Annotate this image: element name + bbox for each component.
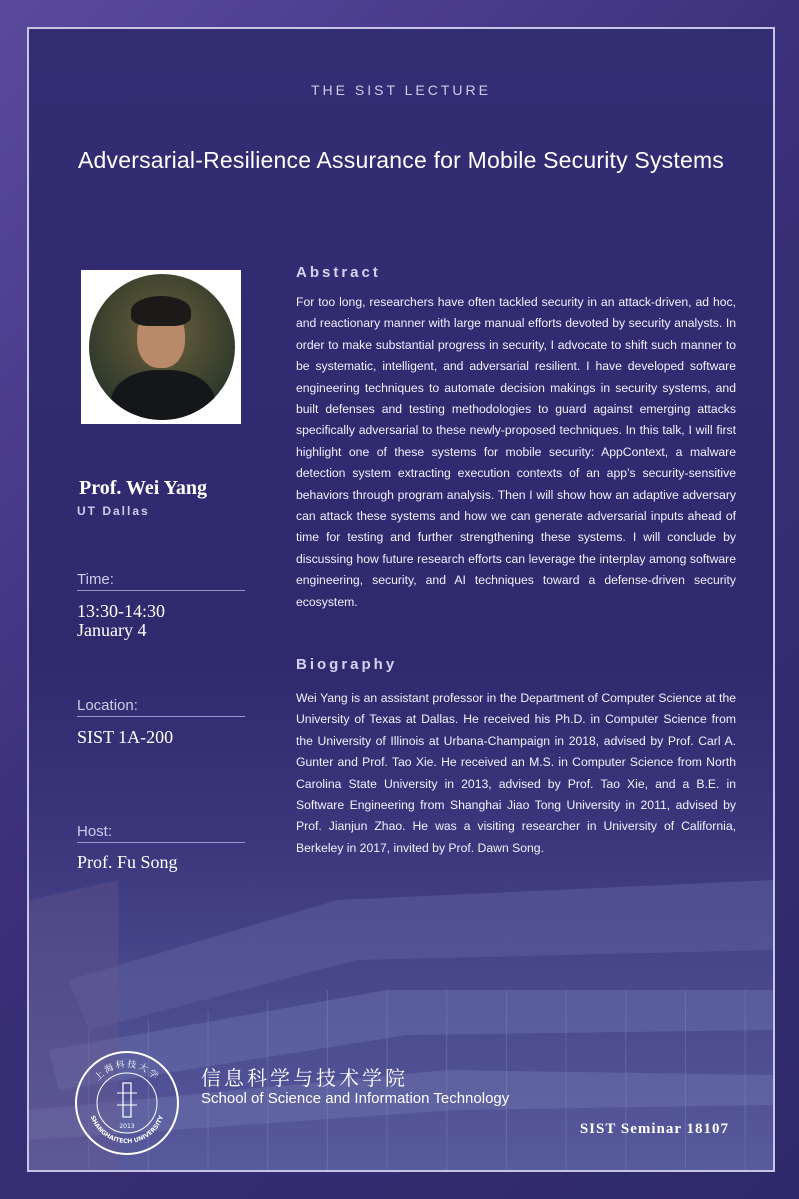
host-value: Prof. Fu Song [77,852,178,872]
biography-heading: Biography [296,656,398,673]
speaker-photo [81,270,241,424]
logo-text-cn: 上海科技大学 [93,1059,161,1084]
avatar [89,274,235,420]
time-value: 13:30-14:30 [77,601,165,621]
school-name-en: School of Science and Information Technology [201,1090,510,1107]
location-value: SIST 1A-200 [77,727,174,747]
logo-year: 2013 [119,1123,135,1130]
speaker-name: Prof. Wei Yang [79,477,207,499]
university-logo [75,1051,179,1155]
biography-text: Wei Yang is an assistant professor in the Department of Computer Science at the University of Texas at Dallas. He received his Ph.D. in Computer Science from the University of Illinois at Urbana-Champaign in 2018, advised by Prof. Carl A. Gunter and Prof. Tao Xie. He received an M.S. in Computer Science from North Carolina State University in 2013, advised by Prof. Tao Xie, and a B.E. in Software Engineering from Shanghai Jiao Tong University in 2011, advised by Prof. Jianjun Zhao. He was a visiting researcher in University of California, Berkeley in 2017, invited by Prof. Dawn Song. [296,691,736,855]
svg-text:上海科技大学 [92,1058,162,1083]
speaker-affiliation: UT Dallas [77,504,150,518]
lecture-series-label: THE SIST LECTURE [311,82,491,98]
abstract-heading: Abstract [296,264,381,281]
poster-frame [27,27,775,1172]
time-label: Time: [77,571,245,591]
location-label: Location: [77,697,245,717]
date-value: January 4 [77,620,147,640]
logo-text-en: SHANGHAITECH UNIVERSITY [88,1114,166,1146]
host-label: Host: [77,823,245,843]
seminar-id: SIST Seminar 18107 [579,1121,729,1137]
abstract-text: For too long, researchers have often tackled security in an attack-driven, ad hoc, and reactionary manner with large manual efforts devoted by security analysts. In order to make substantial progress in security, I advocate to shift such manner to be systematic, intelligent, and adversarial resilient. I have developed software engineering techniques to automate decision makings in security systems, and built defenses and testing methodologies to guard against emerging attacks specifically adversarial to these newly-proposed techniques. In this talk, I will first highlight one of these systems for mobile security: AppContext, a malware detection system extracting execution contexts of an app’s security-sensitive behaviors through program analysis. Then I will show how an adaptive adversary can attack these systems and how we can generate adversarial inputs ahead of time for testing and further strengthening these systems. I will conclude by discussing how future research efforts can leverage the interplay among software engineering, security, and AI techniques toward a defense-driven security ecosystem. [296,295,736,609]
lecture-title: Adversarial-Resilience Assurance for Mobile Security Systems [77,147,725,173]
school-name-cn: 信息科学与技术学院 [201,1068,408,1090]
